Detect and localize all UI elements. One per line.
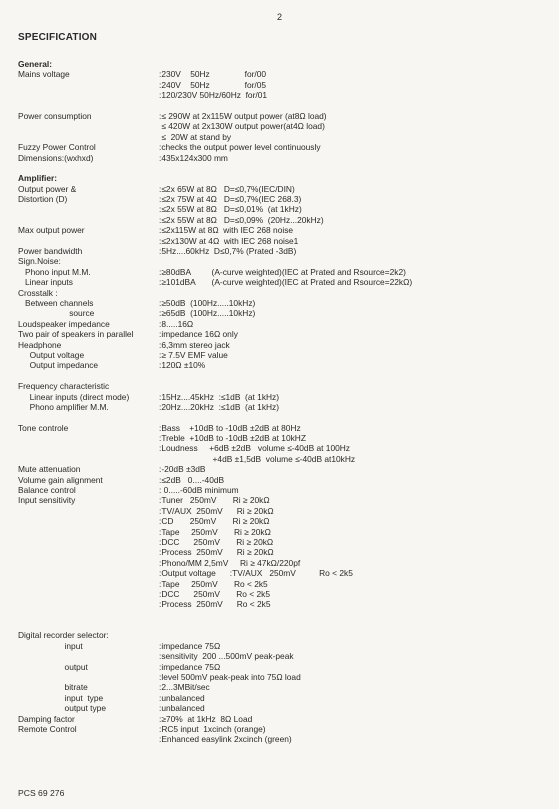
spacer: [18, 163, 548, 173]
spec-row: [18, 142, 548, 152]
spec-label: Output impedance: [18, 360, 99, 371]
page-number: 2: [276, 12, 282, 22]
spec-value: :≥70% at 1kHz 8Ω Load: [159, 713, 253, 724]
spec-label: Mute attenuation: [18, 464, 81, 475]
spec-value: :Output voltage :TV/AUX 250mV Ro < 2k5: [159, 568, 353, 579]
document-code: PCS 69 276: [18, 788, 65, 798]
spec-label: Between channels: [18, 297, 94, 308]
spec-value: :120/230V 50Hz/60Hz for/01: [159, 90, 268, 101]
spec-value: +4dB ±1,5dB volume ≤-40dB at10kHz: [159, 453, 356, 464]
spec-value: :Tape 250mV Ro < 2k5: [159, 578, 268, 589]
spec-row: [18, 350, 548, 360]
spec-value: :Treble +10dB to -10dB ±2dB at 10kHZ: [159, 433, 306, 444]
spec-label: Phono amplifier M.M.: [18, 401, 109, 412]
spec-row: [18, 547, 548, 557]
spec-value: :≤2x 65W at 8Ω D=≤0,7%(IEC/DIN): [159, 183, 295, 194]
spacer: [18, 412, 548, 422]
spec-label: Output voltage: [18, 349, 85, 360]
spec-row: [18, 111, 548, 121]
spec-value: :RC5 input 1xcinch (orange): [159, 724, 266, 734]
spec-row: [18, 225, 548, 235]
spec-label: source: [18, 308, 95, 319]
spec-label: Crosstalk :: [18, 287, 58, 298]
spec-value: :2...3MBit/sec: [159, 682, 210, 693]
spec-row: [18, 360, 548, 370]
spec-value: :Phono/MM 2,5mV Ri ≥ 47kΩ/220pf: [159, 557, 301, 568]
spec-value: :≤2x 75W at 4Ω D=≤0,7%(IEC 268.3): [159, 194, 302, 205]
spec-label: Dimensions:(wxhxd): [18, 152, 94, 163]
spec-row: [18, 630, 548, 640]
spec-row: [18, 495, 548, 505]
section-heading: General:: [18, 59, 52, 69]
spacer: [18, 371, 548, 381]
spec-row: [18, 662, 548, 672]
spec-value: :6,3mm stereo jack: [159, 339, 230, 350]
spec-value: :Loudness +6dB ±2dB volume ≤-40dB at 100Hz: [159, 443, 350, 454]
spec-row: [18, 672, 548, 682]
spec-label: Balance control: [18, 485, 76, 496]
spec-label: Fuzzy Power Control: [18, 142, 96, 153]
spec-label: Linear inputs (direct mode): [18, 391, 130, 402]
spec-value: :Process 250mV Ro < 2k5: [159, 599, 271, 610]
spec-value: :≥80dBA (A-curve weighted)(IEC at Prated and Rsource=2k2): [159, 266, 406, 277]
spec-row: [18, 537, 548, 547]
spec-row: [18, 288, 548, 298]
spec-row: [18, 558, 548, 568]
spec-row: [18, 215, 548, 225]
spec-value: :level 500mV peak-peak into 75Ω load: [159, 672, 301, 683]
spec-row: [18, 641, 548, 651]
spec-value: :-20dB ±3dB: [159, 464, 206, 475]
spec-value: ≤ 20W at stand by: [159, 131, 232, 142]
spec-value: :≤2x130W at 4Ω with IEC 268 noise1: [159, 235, 299, 246]
spec-row: [18, 267, 548, 277]
spec-row: [18, 153, 548, 163]
spec-row: [18, 90, 548, 100]
spec-label: Phono input M.M.: [18, 266, 91, 277]
document-title: SPECIFICATION: [18, 32, 98, 43]
spec-value: :≥65dB (100Hz.....10kHz): [159, 308, 256, 319]
spec-label: Damping factor: [18, 713, 75, 724]
spec-row: [18, 298, 548, 308]
spec-row: [18, 506, 548, 516]
spec-value: : 0.....-60dB minimum: [159, 485, 239, 496]
spec-row: [18, 589, 548, 599]
specification-list: [18, 59, 548, 745]
spec-value: :≥ 7.5V EMF value: [159, 349, 228, 360]
spec-row: [18, 173, 548, 183]
spec-value: :≤2x115W at 8Ω with IEC 268 noise: [159, 225, 294, 236]
spec-label: Sign.Noise:: [18, 256, 61, 267]
spec-row: [18, 246, 548, 256]
spec-label: Mains voltage: [18, 69, 70, 80]
spec-row: [18, 724, 548, 734]
spec-value: :8.....16Ω: [159, 318, 194, 329]
spec-label: Distortion (D): [18, 194, 68, 205]
spec-value: :Process 250mV Ri ≥ 20kΩ: [159, 547, 274, 558]
spec-value: :Tuner 250mV Ri ≥ 20kΩ: [159, 495, 270, 506]
spec-value: :Bass +10dB to -10dB ±2dB at 80Hz: [159, 422, 301, 433]
spec-label: Digital recorder selector:: [18, 630, 109, 641]
spec-row: [18, 734, 548, 744]
spec-value: :120Ω ±10%: [159, 360, 206, 371]
spec-value: :240V 50Hz for/05: [159, 79, 267, 90]
spec-row: [18, 184, 548, 194]
spec-row: [18, 402, 548, 412]
spec-label: Power bandwidth: [18, 246, 83, 257]
spec-row: [18, 340, 548, 350]
spec-row: [18, 194, 548, 204]
spec-label: Headphone: [18, 339, 62, 350]
spec-value: :435x124x300 mm: [159, 152, 228, 163]
spec-value: :230V 50Hz for/00: [159, 69, 267, 80]
section-heading: Amplifier:: [18, 173, 58, 184]
spec-row: [18, 579, 548, 589]
spec-label: bitrate: [18, 682, 88, 693]
spec-row: [18, 568, 548, 578]
spec-value: :checks the output power level continuously: [159, 142, 321, 153]
spec-label: Power consumption: [18, 110, 92, 121]
spec-label: Output power &: [18, 183, 77, 194]
spec-label: Volume gain alignment: [18, 474, 103, 485]
spec-value: :20Hz....20kHz :≤1dB (at 1kHz): [159, 401, 280, 412]
spec-row: [18, 236, 548, 246]
spec-row: [18, 132, 548, 142]
spec-row: [18, 277, 548, 287]
spec-row: [18, 204, 548, 214]
spec-value: :Tape 250mV Ri ≥ 20kΩ: [159, 526, 271, 537]
spec-value: :≤ 290W at 2x115W output power (at8Ω load): [159, 110, 327, 121]
spec-row: [18, 454, 548, 464]
spec-value: :impedance 16Ω only: [159, 329, 238, 340]
spec-value: ≤ 420W at 2x130W output power(at4Ω load): [159, 121, 325, 132]
spec-row: [18, 59, 548, 69]
spec-label: Two pair of speakers in parallel: [18, 329, 134, 340]
spec-row: [18, 329, 548, 339]
spec-value: :≤2dB 0....-40dB: [159, 474, 225, 485]
spec-row: [18, 682, 548, 692]
spec-row: [18, 703, 548, 713]
spec-value: :impedance 75Ω: [159, 661, 221, 672]
spec-value: :≥50dB (100Hz.....10kHz): [159, 297, 256, 308]
spec-row: [18, 464, 548, 474]
spec-row: [18, 392, 548, 402]
spec-label: output: [18, 661, 88, 672]
spec-label: Linear inputs: [18, 277, 73, 288]
spec-value: :unbalanced: [159, 703, 205, 714]
spec-row: [18, 599, 548, 609]
spec-value: :15Hz....45kHz :≤1dB (at 1kHz): [159, 391, 280, 402]
spec-row: [18, 714, 548, 724]
spacer: [18, 620, 548, 630]
spec-row: [18, 381, 548, 391]
spec-label: Input sensitivity: [18, 495, 76, 506]
spec-row: [18, 443, 548, 453]
spec-row: [18, 69, 548, 79]
spec-label: Tone controle: [18, 422, 69, 433]
spec-label: input: [18, 640, 83, 651]
spec-value: :CD 250mV Ri ≥ 20kΩ: [159, 516, 270, 527]
spec-value: :≤2x 55W at 8Ω D=≤0,01% (at 1kHz): [159, 204, 302, 215]
spec-value: :5Hz....60kHz D≤0,7% (Prated -3dB): [159, 246, 297, 257]
spec-label: input type: [18, 692, 104, 703]
spec-row: [18, 256, 548, 266]
spec-row: [18, 423, 548, 433]
spec-row: [18, 693, 548, 703]
spec-row: [18, 485, 548, 495]
spec-value: :DCC 250mV Ri ≥ 20kΩ: [159, 536, 274, 547]
spec-value: :TV/AUX 250mV Ri ≥ 20kΩ: [159, 505, 274, 516]
spec-row: [18, 121, 548, 131]
spec-value: :unbalanced: [159, 692, 205, 703]
spec-value: :≥101dBA (A-curve weighted)(IEC at Prated and Rsource=22kΩ): [159, 277, 413, 288]
spec-row: [18, 80, 548, 90]
spacer: [18, 610, 548, 620]
spec-row: [18, 433, 548, 443]
spec-row: [18, 651, 548, 661]
spec-label: output type: [18, 703, 106, 714]
spec-value: :sensitivity 200 ...500mV peak-peak: [159, 651, 294, 662]
spec-label: Remote Control: [18, 724, 77, 734]
spec-label: Frequency characteristic: [18, 381, 110, 392]
spec-row: [18, 516, 548, 526]
spec-row: [18, 308, 548, 318]
spec-label: Max output power: [18, 225, 85, 236]
spec-row: [18, 319, 548, 329]
spec-value: :impedance 75Ω: [159, 640, 221, 651]
spec-row: [18, 527, 548, 537]
spec-row: [18, 475, 548, 485]
spec-label: Loudspeaker impedance: [18, 318, 110, 329]
spacer: [18, 101, 548, 111]
spec-value: :Enhanced easylink 2xcinch (green): [159, 734, 292, 745]
spec-value: :DCC 250mV Ro < 2k5: [159, 588, 271, 599]
spec-value: :≤2x 55W at 8Ω D=≤0,09% (20Hz...20kHz): [159, 214, 324, 225]
